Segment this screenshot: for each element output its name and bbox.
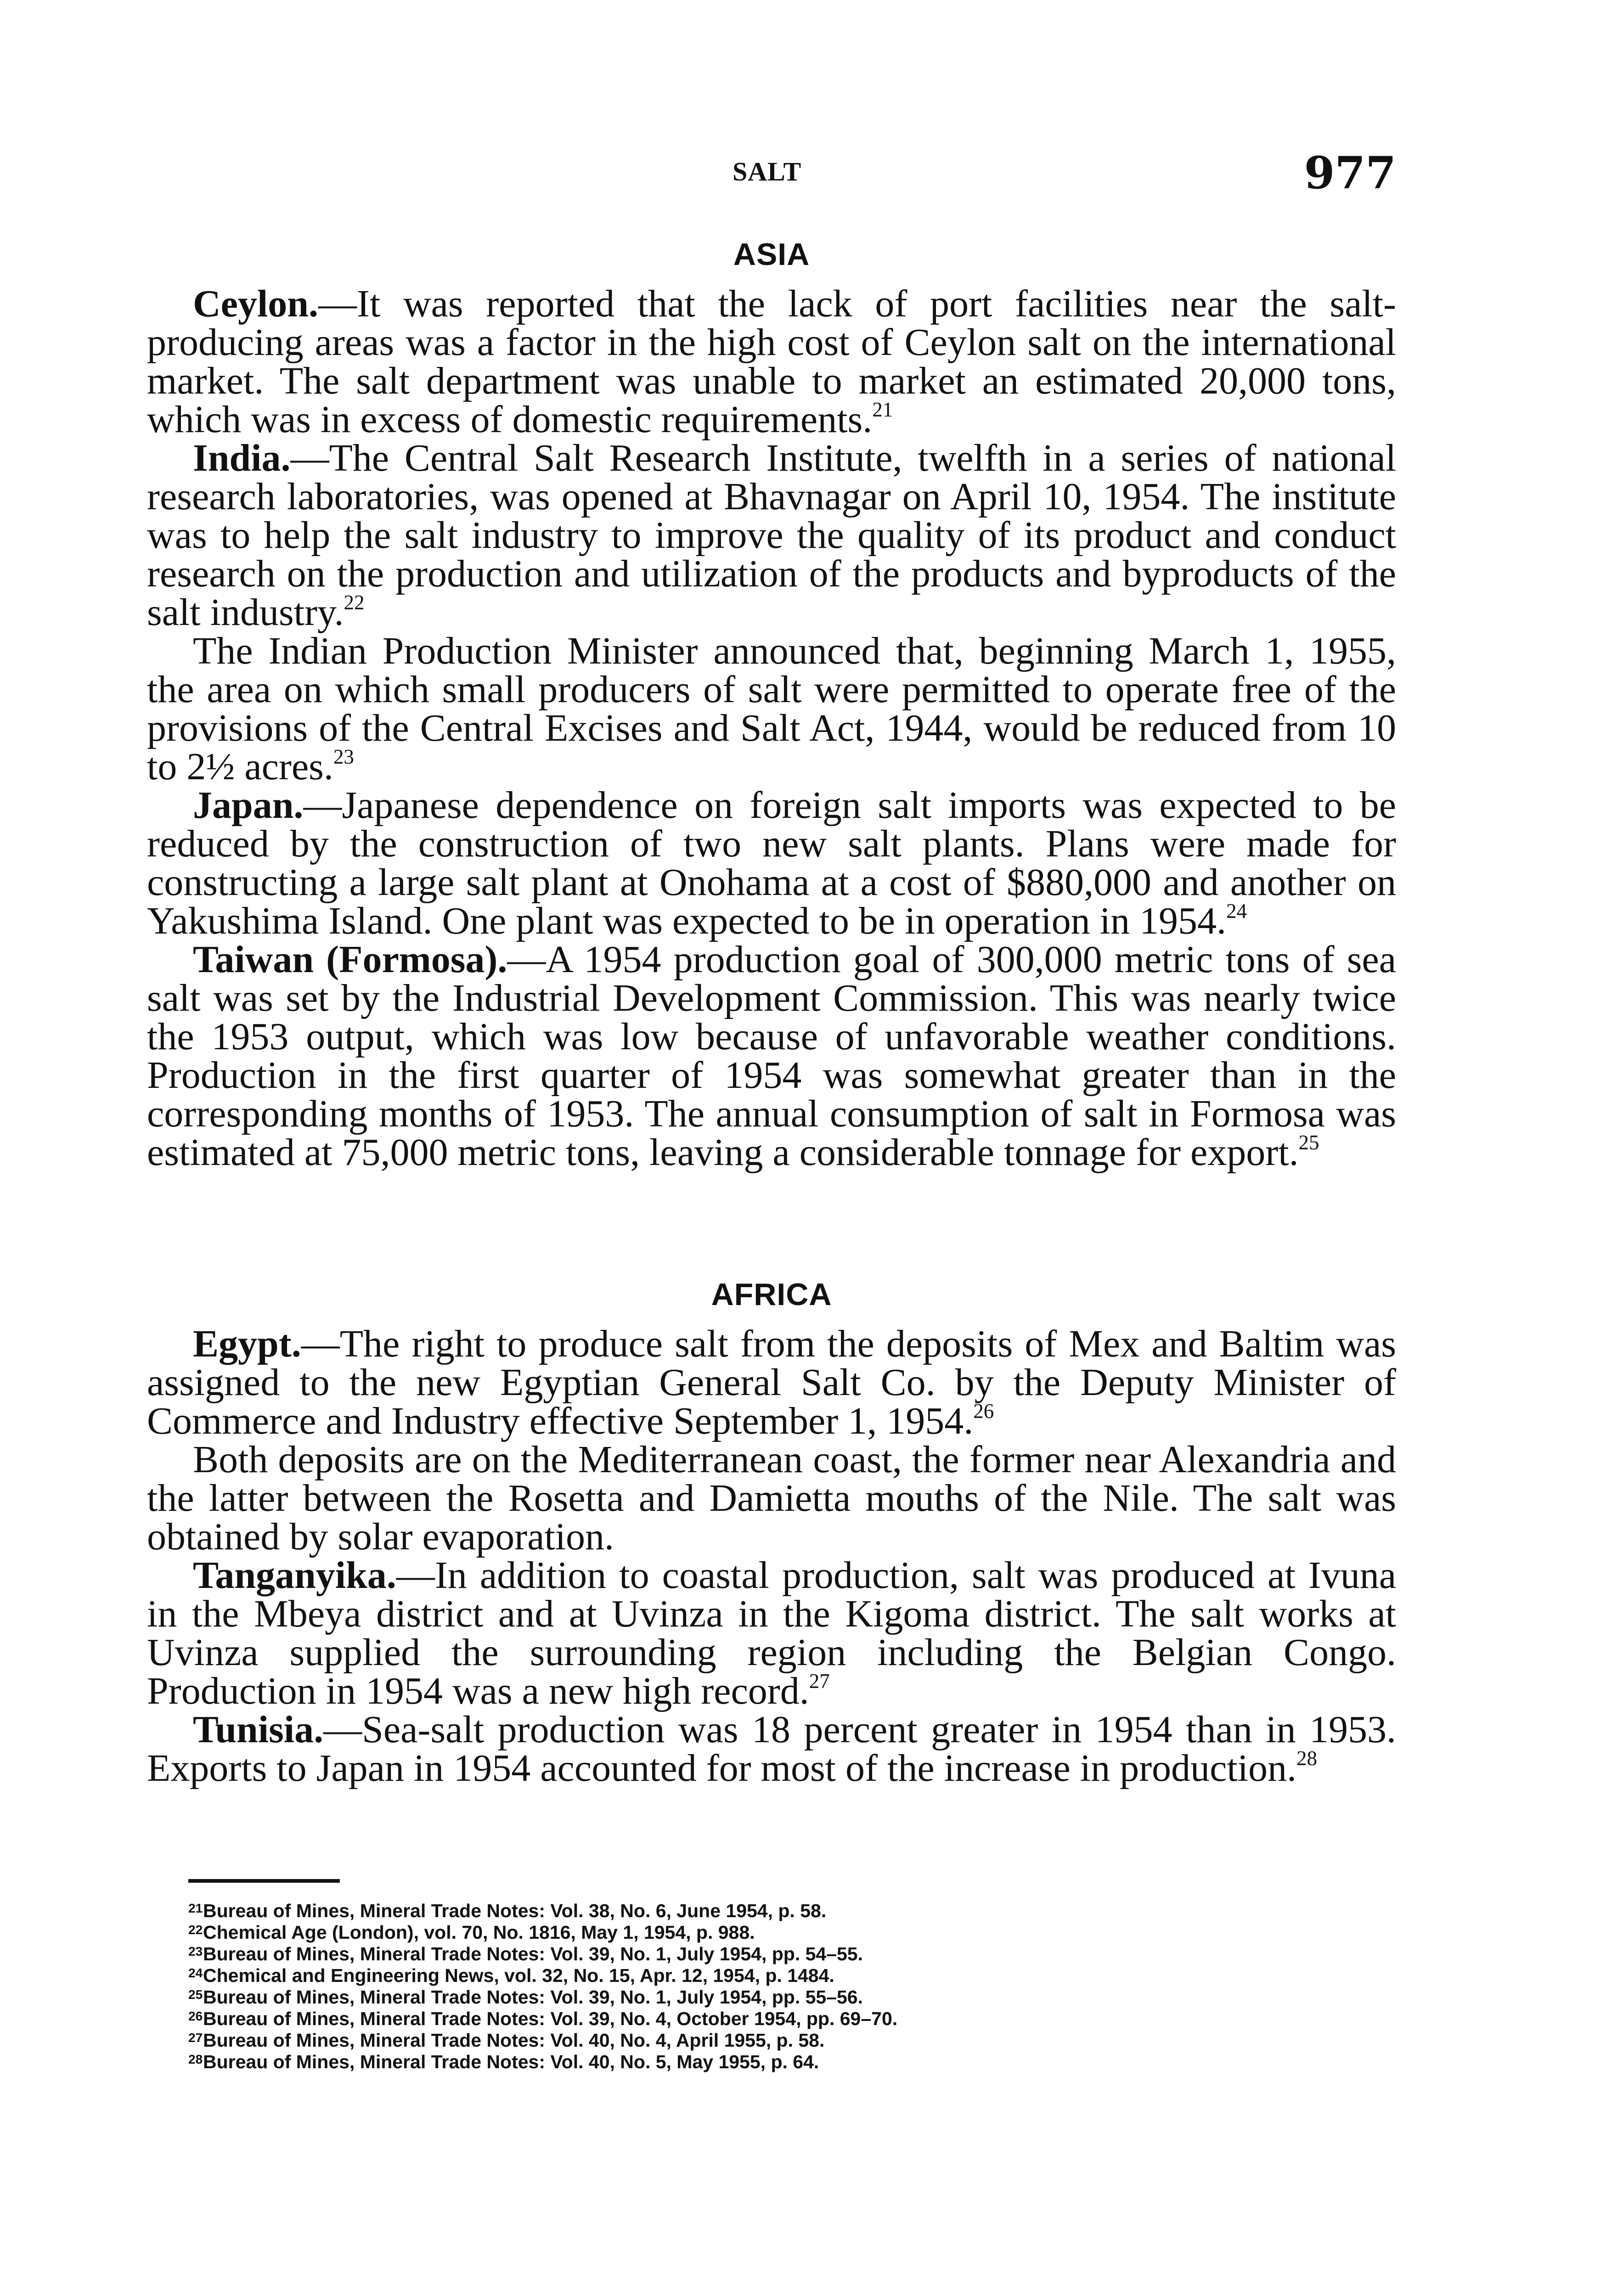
paragraph-tanganyika <box>147 1556 1396 1711</box>
running-head <box>147 147 1396 202</box>
footnote-text: Chemical and Engineering News, vol. 32, No. 15, Apr. 12, 1954, p. 1484. <box>203 1965 834 1986</box>
paragraph-lead: Taiwan (Formosa). <box>193 938 507 981</box>
paragraph-text: —A 1954 production goal of 300,000 metric tons of sea salt was set by the Industrial Development Commission. This was nearly twice the 1953 output, which was low because of unfavorable weather conditions. Production in the first quarter of 1954 was somewhat greater than in the corresponding months of 1953. The annual consumption of salt in Formosa was estimated at 75,000 metric tons, leaving a considerable tonnage for export. <box>147 938 1396 1174</box>
paragraph-india <box>147 439 1396 632</box>
paragraph-egypt-deposits <box>147 1438 1396 1558</box>
paragraph-egypt <box>147 1322 1396 1442</box>
paragraph-lead: Ceylon. <box>193 282 318 325</box>
footnote-number: 25 <box>188 1987 203 2002</box>
footnote-text: Bureau of Mines, Mineral Trade Notes: Vol. 40, No. 5, May 1955, p. 64. <box>203 2051 819 2072</box>
footnote-text: Bureau of Mines, Mineral Trade Notes: Vol. 40, No. 4, April 1955, p. 58. <box>203 2030 825 2051</box>
footnote-text: Chemical Age (London), vol. 70, No. 1816, May 1, 1954, p. 988. <box>203 1922 755 1943</box>
footnote-ref: 25 <box>1298 1131 1319 1154</box>
footnote-text: Bureau of Mines, Mineral Trade Notes: Vol. 39, No. 4, October 1954, pp. 69–70. <box>203 2008 898 2029</box>
footnote <box>188 2028 1254 2050</box>
section-heading-africa: AFRICA <box>711 1277 832 1312</box>
footnote-rule <box>188 1879 340 1883</box>
footnote-number: 21 <box>188 1901 203 1915</box>
footnote-text: Bureau of Mines, Mineral Trade Notes: Vol. 39, No. 1, July 1954, pp. 55–56. <box>203 1986 863 2008</box>
footnote <box>188 1899 1254 1920</box>
paragraph-ceylon <box>147 282 1396 441</box>
footnote <box>188 1985 1254 2007</box>
footnote <box>188 1964 1254 1985</box>
running-title: SALT <box>733 157 802 186</box>
footnote-ref: 28 <box>1296 1747 1318 1770</box>
footnote-number: 22 <box>188 1923 203 1937</box>
paragraph-text: —In addition to coastal production, salt was produced at Ivuna in the Mbeya district and at Uvinza in the Kigoma district. The salt works at Uvinza supplied the surrounding region including the Belgian Congo. Production in 1954 was a new high record. <box>147 1554 1396 1712</box>
footnote-ref: 21 <box>872 398 893 421</box>
paragraph-tunisia <box>147 1708 1396 1790</box>
paragraph-india-minister <box>147 632 1396 786</box>
paragraph-lead: Tunisia. <box>193 1708 324 1751</box>
footnote-ref: 26 <box>973 1400 994 1423</box>
paragraph-lead: Japan. <box>193 784 304 827</box>
paragraph-text: Both deposits are on the Mediterranean coast, the former near Alexandria and the latter between the Rosetta and Damietta mouths of the Nile. The salt was obtained by solar evaporation. <box>147 1438 1396 1558</box>
footnote-number: 23 <box>188 1944 203 1958</box>
footnote-text: Bureau of Mines, Mineral Trade Notes: Vol. 39, No. 1, July 1954, pp. 54–55. <box>203 1943 863 1964</box>
footnote-number: 27 <box>188 2031 203 2045</box>
asia-section-text <box>147 282 1396 1174</box>
page-number: 977 <box>1304 147 1396 199</box>
paragraph-text: The Indian Production Minister announced that, beginning March 1, 1955, the area on which small producers of salt were permitted to operate free of the provisions of the Central Excises and Salt Act, 1944, would be reduced from 10 to 2½ acres. <box>147 630 1396 788</box>
footnote-ref: 23 <box>333 745 354 768</box>
paragraph-lead: Tanganyika. <box>193 1554 396 1597</box>
paragraph-text: —The Central Salt Research Institute, twelfth in a series of national research laboratories, was opened at Bhavnagar on April 10, 1954. The institute was to help the salt industry to improve the quality of its product and conduct research on the production and utilization of the products and byproducts of the salt industry. <box>147 437 1396 634</box>
footnote-number: 24 <box>188 1966 203 1980</box>
footnote-ref: 27 <box>809 1670 830 1693</box>
paragraph-japan <box>147 786 1396 940</box>
footnote <box>188 1942 1254 1964</box>
paragraph-text: —Sea-salt production was 18 percent greater in 1954 than in 1953. Exports to Japan in 1954 accounted for most of the increase in production. <box>147 1708 1396 1790</box>
paragraph-text: —Japanese dependence on foreign salt imports was expected to be reduced by the construction of two new salt plants. Plans were made for constructing a large salt plant at Onohama at a cost of $880,000 and another on Yakushima Island. One plant was expected to be in operation in 1954. <box>147 784 1396 942</box>
footnote-text: Bureau of Mines, Mineral Trade Notes: Vol. 38, No. 6, June 1954, p. 58. <box>203 1900 827 1921</box>
footnote <box>188 1920 1254 1942</box>
footnote <box>188 2050 1254 2071</box>
footnote-ref: 24 <box>1226 900 1247 923</box>
footnote-number: 26 <box>188 2009 203 2023</box>
paragraph-lead: India. <box>193 437 291 479</box>
paragraph-text: —It was reported that the lack of port facilities near the salt-producing areas was a factor in the high cost of Ceylon salt on the international market. The salt department was unable to market an estimated 20,000 tons, which was in excess of domestic requirements. <box>147 282 1396 441</box>
section-heading-asia: ASIA <box>733 237 810 272</box>
paragraph-text: —The right to produce salt from the deposits of Mex and Baltim was assigned to the new Egyptian General Salt Co. by the Deputy Minister of Commerce and Industry effective September 1, 1954. <box>147 1322 1396 1442</box>
footnotes <box>188 1899 1254 2071</box>
footnote-number: 28 <box>188 2052 203 2066</box>
africa-section-text <box>147 1322 1396 1790</box>
footnote-ref: 22 <box>344 591 365 614</box>
paragraph-taiwan <box>147 940 1396 1172</box>
paragraph-lead: Egypt. <box>193 1322 301 1365</box>
footnote <box>188 2007 1254 2028</box>
